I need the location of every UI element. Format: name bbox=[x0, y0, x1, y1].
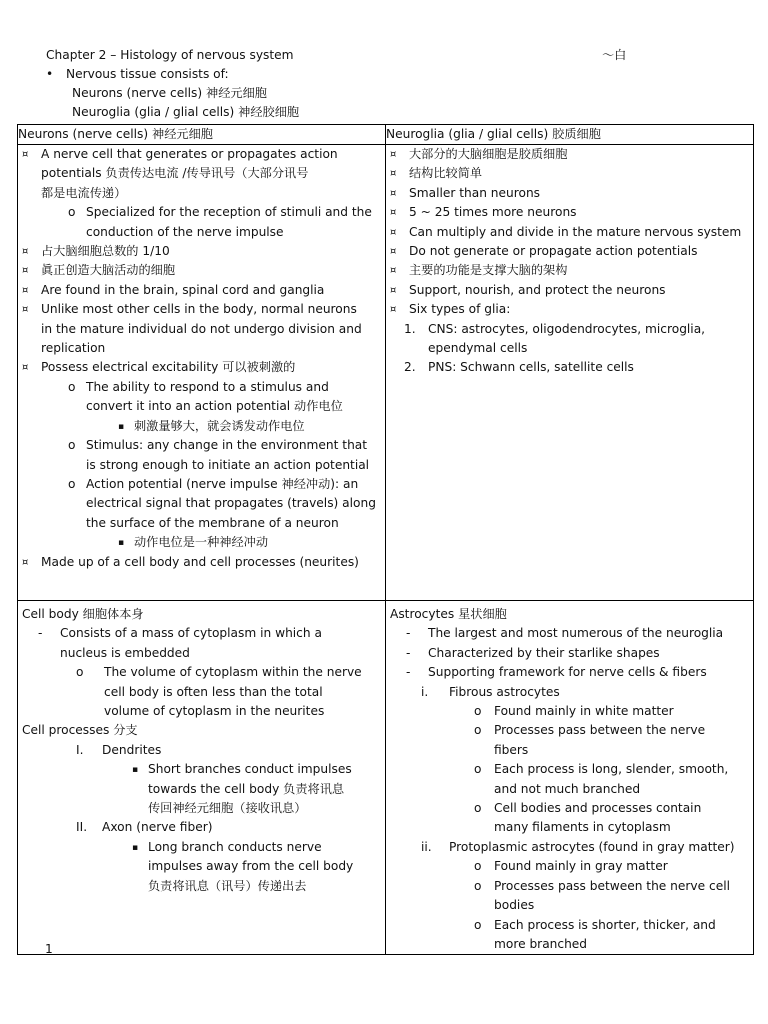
circle-bullet-icon: o bbox=[474, 917, 482, 932]
list-item: ¤ 主要的功能是支撑大脑的架构 bbox=[386, 261, 753, 280]
dash-marker: - bbox=[406, 665, 411, 680]
sub-sub-list-item-cont: impulses away from the cell body bbox=[148, 859, 354, 874]
sub-list-item-cont: many filaments in cytoplasm bbox=[494, 820, 671, 835]
small-square-bullet-icon: ▪ bbox=[118, 538, 125, 549]
sub-list-item-cont: convert it into an action potential 动作电位 bbox=[86, 399, 343, 414]
dash-marker: - bbox=[406, 645, 411, 660]
circle-bullet-icon: o bbox=[68, 379, 76, 394]
small-square-bullet-icon: ▪ bbox=[132, 842, 139, 853]
list-item: ¤ Six types of glia: bbox=[386, 300, 753, 319]
square-bullet-icon: ¤ bbox=[390, 265, 397, 277]
roman-item: II. Axon (nerve fiber) bbox=[18, 818, 385, 837]
cell-body-cell bbox=[18, 601, 386, 955]
table-row-structures bbox=[18, 601, 754, 955]
sub-sub-list-item: ▪ Short branches conduct impulses bbox=[18, 760, 385, 779]
numbered-item: 1. CNS: astrocytes, oligodendrocytes, microglia, bbox=[386, 320, 753, 339]
roman-item: i. Fibrous astrocytes bbox=[386, 683, 753, 702]
circle-bullet-icon: o bbox=[474, 704, 482, 719]
dash-item: - Characterized by their starlike shapes bbox=[386, 644, 753, 663]
square-bullet-icon: ¤ bbox=[390, 187, 397, 199]
dash-item: - Supporting framework for nerve cells & fibers bbox=[386, 663, 753, 682]
sub-list-item-cont: and not much branched bbox=[494, 781, 641, 796]
square-bullet-icon: ¤ bbox=[390, 226, 397, 238]
header-bullet-item bbox=[46, 65, 299, 84]
sub-list-item: o The volume of cytoplasm within the nerve bbox=[18, 663, 385, 682]
list-item: ¤ Are found in the brain, spinal cord and ganglia bbox=[18, 281, 385, 300]
sub-list-item: o Each process is shorter, thicker, and bbox=[386, 916, 753, 935]
circle-bullet-icon: o bbox=[474, 801, 482, 816]
square-bullet-icon: ¤ bbox=[22, 265, 29, 277]
list-item: ¤ 大部分的大脑细胞是胶质细胞 bbox=[386, 145, 753, 164]
circle-bullet-icon: o bbox=[474, 723, 482, 738]
sub-list-item-cont: the surface of the membrane of a neuron bbox=[86, 515, 339, 530]
sub-list-item-cont: volume of cytoplasm in the neurites bbox=[104, 704, 325, 719]
list-item: ¤ Possess electrical excitability 可以被刺激的 bbox=[18, 358, 385, 377]
sub-list-item-cont: more branched bbox=[494, 936, 588, 951]
sub-list-item: o Found mainly in white matter bbox=[386, 702, 753, 721]
square-bullet-icon: ¤ bbox=[22, 304, 29, 316]
list-item: ¤ 眞正创造大脑活动的细胞 bbox=[18, 261, 385, 280]
page-number: 1 bbox=[45, 942, 53, 956]
sub-list-item: o The ability to respond to a stimulus and bbox=[18, 378, 385, 397]
square-bullet-icon: ¤ bbox=[22, 556, 29, 568]
neuroglia-cell bbox=[386, 145, 754, 601]
sub-sub-list-item: ▪ 刺激量够大，就会诱发动作电位 bbox=[18, 417, 385, 436]
sub-list-item: o Specialized for the reception of stimuli and the bbox=[18, 203, 385, 222]
roman-item: I. Dendrites bbox=[18, 741, 385, 760]
roman-marker: i. bbox=[421, 684, 429, 699]
square-bullet-icon: ¤ bbox=[390, 304, 397, 316]
square-bullet-icon: ¤ bbox=[390, 168, 397, 180]
list-item: ¤ 占大脑细胞总数的 1/10 bbox=[18, 242, 385, 261]
square-bullet-icon: ¤ bbox=[390, 149, 397, 160]
small-square-bullet-icon: ▪ bbox=[118, 421, 125, 432]
numbered-item: 2. PNS: Schwann cells, satellite cells bbox=[386, 358, 753, 377]
list-item: ¤ Can multiply and divide in the mature nervous system bbox=[386, 223, 753, 242]
sub-list-item-cont: is strong enough to initiate an action potential bbox=[86, 457, 370, 472]
sub-sub-list-item: ▪ 动作电位是一种神经冲动 bbox=[18, 533, 385, 552]
circle-bullet-icon: o bbox=[68, 438, 76, 453]
circle-bullet-icon: o bbox=[474, 878, 482, 893]
sub-list-item-cont: bodies bbox=[494, 898, 535, 913]
circle-bullet-icon: o bbox=[68, 476, 76, 491]
square-bullet-icon: ¤ bbox=[22, 246, 29, 258]
cell-body-title: Cell body 细胞体本身 bbox=[22, 607, 144, 621]
corner-mark: ～白 bbox=[602, 48, 627, 62]
square-bullet-icon: ¤ bbox=[22, 284, 29, 296]
roman-marker: II. bbox=[76, 820, 88, 835]
square-bullet-icon: ¤ bbox=[390, 246, 397, 258]
sub-list-item-cont: conduction of the nerve impulse bbox=[86, 224, 284, 239]
sub-list-item-cont: electrical signal that propagates (travels) along bbox=[86, 496, 376, 511]
sub-list-item: o Cell bodies and processes contain bbox=[386, 799, 753, 818]
header-line-neurons: Neurons (nerve cells) 神经元细胞 bbox=[72, 86, 267, 100]
header-bullet-text: Nervous tissue consists of: bbox=[66, 67, 229, 81]
list-item: ¤ 5 ~ 25 times more neurons bbox=[386, 203, 753, 222]
sub-list-item: o Processes pass between the nerve cell bbox=[386, 877, 753, 896]
notes-table bbox=[17, 124, 754, 955]
chapter-title: Chapter 2 – Histology of nervous system bbox=[46, 48, 294, 62]
sub-list-item: o Stimulus: any change in the environment that bbox=[18, 436, 385, 455]
list-item: ¤ Do not generate or propagate action potentials bbox=[386, 242, 753, 261]
sub-sub-list-item: ▪ Long branch conducts nerve bbox=[18, 838, 385, 857]
sub-list-item: o Action potential (nerve impulse 神经冲动): an bbox=[18, 475, 385, 494]
numbered-item-cont: ependymal cells bbox=[428, 341, 528, 356]
sub-list-item-cont: cell body is often less than the total bbox=[104, 684, 323, 699]
list-item: ¤ Made up of a cell body and cell processes (neurites) bbox=[18, 553, 385, 572]
sub-list-item: o Each process is long, slender, smooth, bbox=[386, 760, 753, 779]
list-item-cont: potentials 负责传达电流 /传导讯号（大部分讯号 bbox=[41, 166, 309, 181]
circle-bullet-icon: o bbox=[474, 762, 482, 777]
astrocytes-cell bbox=[386, 601, 754, 955]
circle-bullet-icon: o bbox=[474, 859, 482, 874]
square-bullet-icon: ¤ bbox=[22, 149, 29, 160]
neurons-column-header: Neurons (nerve cells) 神经元细胞 bbox=[18, 125, 386, 145]
square-bullet-icon: ¤ bbox=[390, 207, 397, 219]
list-item: ¤ 结构比较简单 bbox=[386, 164, 753, 183]
header-line-neuroglia: Neuroglia (glia / glial cells) 神经胶细胞 bbox=[72, 105, 300, 119]
circle-bullet-icon: o bbox=[68, 205, 76, 220]
list-item-cont: 都是电流传递） bbox=[41, 185, 127, 200]
sub-sub-list-item-cont: towards the cell body 负责将讯息 bbox=[148, 781, 345, 796]
sub-sub-list-item-cont: 传回神经元细胞（接收讯息） bbox=[148, 801, 307, 816]
neuroglia-column-header: Neuroglia (glia / glial cells) 胶质细胞 bbox=[386, 125, 754, 145]
number-marker: 2. bbox=[404, 360, 416, 375]
sub-list-item: o Found mainly in gray matter bbox=[386, 857, 753, 876]
dash-marker: - bbox=[406, 626, 411, 641]
list-item-cont: in the mature individual do not undergo division and bbox=[41, 321, 362, 336]
roman-marker: ii. bbox=[421, 839, 432, 854]
list-item-cont: replication bbox=[41, 341, 106, 356]
astrocytes-title: Astrocytes 星状细胞 bbox=[390, 607, 507, 621]
roman-marker: I. bbox=[76, 742, 84, 757]
sub-sub-list-item-cont: 负责将讯息（讯号）传递出去 bbox=[148, 878, 307, 893]
table-header-row bbox=[18, 125, 754, 145]
square-bullet-icon: ¤ bbox=[22, 362, 29, 374]
table-row-properties bbox=[18, 145, 754, 601]
dash-item: - Consists of a mass of cytoplasm in which a bbox=[18, 624, 385, 643]
neurons-cell bbox=[18, 145, 386, 601]
list-item: ¤ Support, nourish, and protect the neurons bbox=[386, 281, 753, 300]
cell-processes-title: Cell processes 分支 bbox=[22, 723, 138, 738]
dash-item-cont: nucleus is embedded bbox=[60, 645, 190, 660]
sub-list-item-cont: fibers bbox=[494, 742, 529, 757]
small-square-bullet-icon: ▪ bbox=[132, 765, 139, 776]
dash-marker: - bbox=[38, 626, 43, 641]
roman-item: ii. Protoplasmic astrocytes (found in gray matter) bbox=[386, 838, 753, 857]
list-item: ¤ A nerve cell that generates or propagates action bbox=[18, 145, 385, 164]
page-header bbox=[46, 46, 299, 122]
dash-item: - The largest and most numerous of the neuroglia bbox=[386, 624, 753, 643]
list-item: ¤ Smaller than neurons bbox=[386, 184, 753, 203]
number-marker: 1. bbox=[404, 321, 416, 336]
list-item: ¤ Unlike most other cells in the body, normal neurons bbox=[18, 300, 385, 319]
bullet-icon: • bbox=[46, 67, 54, 81]
sub-list-item: o Processes pass between the nerve bbox=[386, 721, 753, 740]
circle-bullet-icon: o bbox=[76, 665, 84, 680]
square-bullet-icon: ¤ bbox=[390, 284, 397, 296]
